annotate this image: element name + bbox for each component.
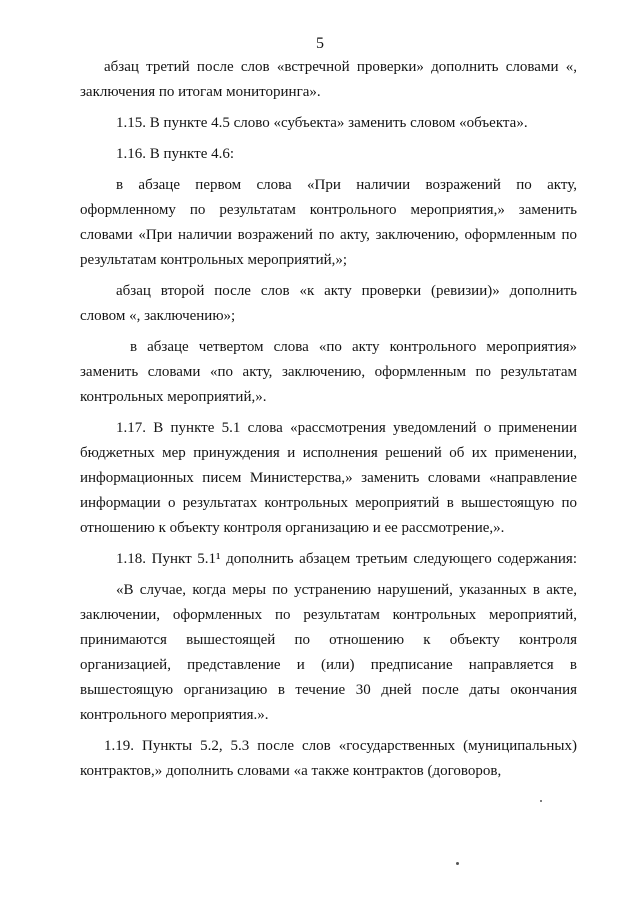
paragraph-abzac-2: абзац второй после слов «к акту проверки (ревизии)» дополнить словом «, заключению»; — [80, 283, 577, 324]
paragraph-1: абзац третий после слов «встречной проверки» дополнить словами «, заключения по итогам мониторинга». — [80, 59, 577, 100]
paragraph-quote: «В случае, когда меры по устранению нарушений, указанных в акте, заключении, оформленных по результатам контрольных мероприятий, принимаются вышестоящей по отношению к объекту контроля организацией, представление и (или) предписание направляется в вышестоящую организацию в течение 30 дней после даты окончания контрольного мероприятия.». — [80, 582, 577, 723]
paragraph-1-18: 1.18. Пункт 5.1¹ дополнить абзацем третьим следующего содержания: — [116, 551, 577, 567]
paragraph-1-19: 1.19. Пункты 5.2, 5.3 после слов «государственных (муниципальных) контрактов,» дополнить словами «а также контрактов (договоров, — [80, 738, 577, 779]
paragraph-abzac-4: в абзаце четвертом слова «по акту контрольного мероприятия» заменить словами «по акту, заключению, оформленным по результатам контрольных мероприятий,». — [80, 339, 577, 405]
scan-speck — [540, 800, 542, 802]
paragraph-1-15: 1.15. В пункте 4.5 слово «субъекта» заменить словом «объекта». — [116, 115, 528, 131]
scan-speck — [456, 862, 459, 865]
paragraph-1-17: 1.17. В пункте 5.1 слова «рассмотрения уведомлений о применении бюджетных мер принуждения и исполнения решений об их применении, информационных писем Министерства,» заменить словами «направление информации о результатах контрольных мероприятий в вышестоящую по отношению к объекту контроля организацию и ее рассмотрение,». — [80, 420, 577, 536]
page-number: 5 — [316, 35, 324, 52]
paragraph-abzac-1: в абзаце первом слова «При наличии возражений по акту, оформленному по результатам контрольного мероприятия,» заменить словами «При наличии возражений по акту, заключению, оформленным по результатам контрольных мероприятий,»; — [80, 177, 577, 268]
document-body — [80, 55, 577, 790]
paragraph-1-16: 1.16. В пункте 4.6: — [116, 146, 235, 162]
